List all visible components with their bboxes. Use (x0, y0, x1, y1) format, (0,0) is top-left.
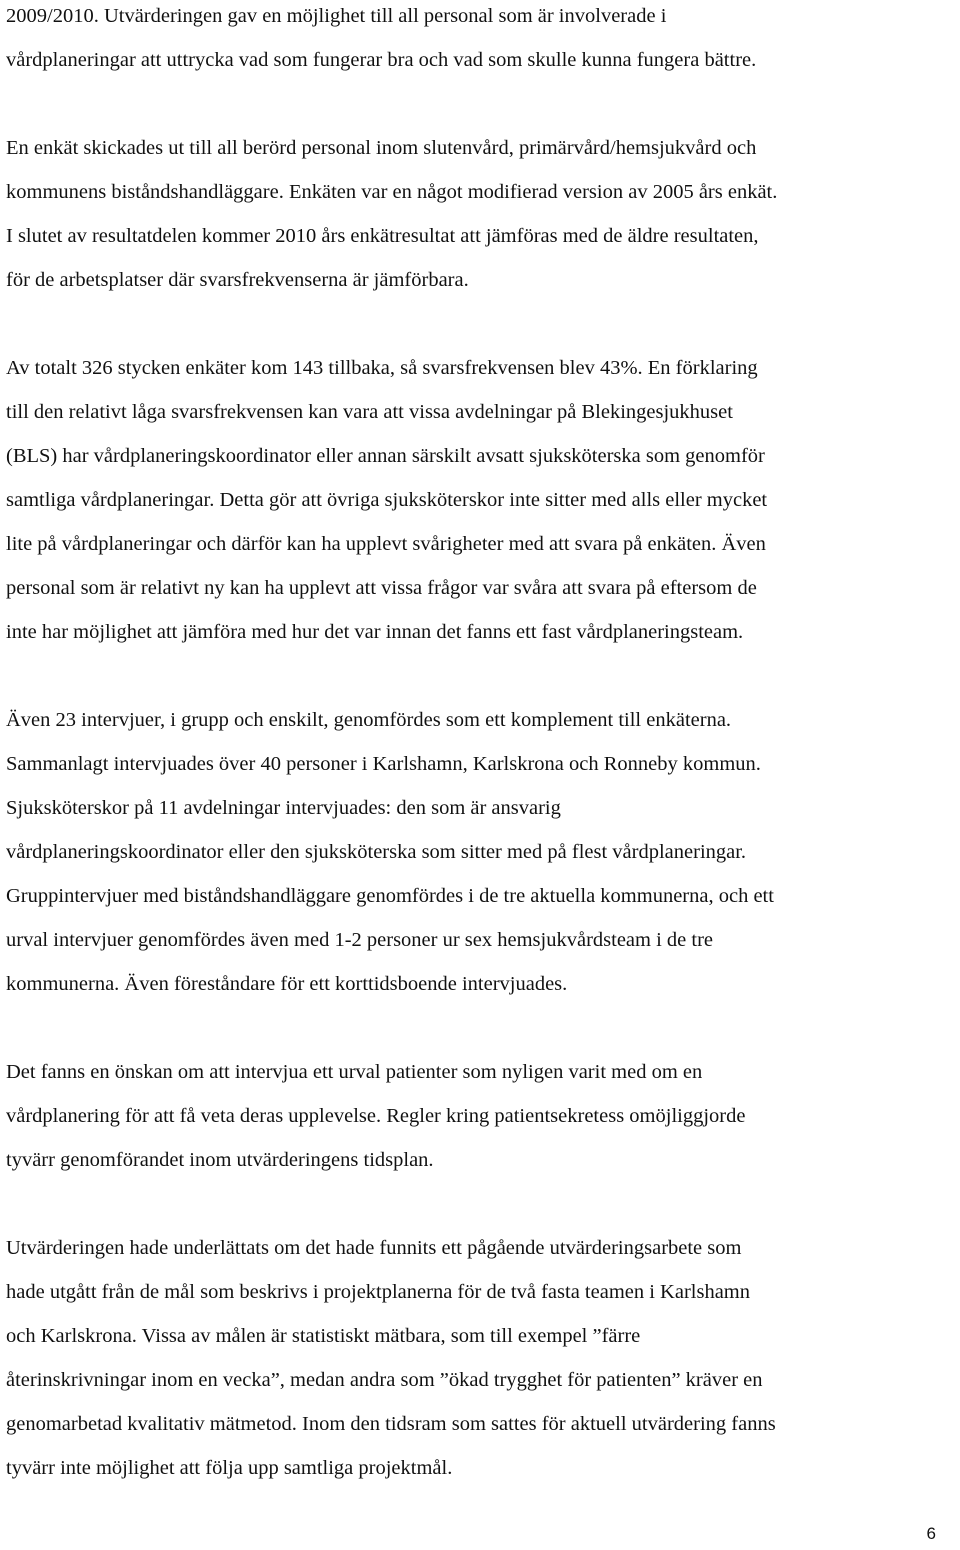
text-line: I slutet av resultatdelen kommer 2010 års enkätresultat att jämföras med de äldre resultaten, (6, 225, 759, 247)
page-number: 6 (926, 1524, 936, 1543)
text-line: kommunerna. Även föreståndare för ett korttidsboende intervjuades. (6, 973, 568, 995)
paragraph (6, 0, 956, 82)
paragraph (6, 698, 956, 1006)
paragraph (6, 1050, 956, 1182)
text-line: Gruppintervjuer med biståndshandläggare genomfördes i de tre aktuella kommunerna, och ett (6, 885, 774, 907)
paragraph (6, 1226, 956, 1490)
text-line: En enkät skickades ut till all berörd personal inom slutenvård, primärvård/hemsjukvård och (6, 137, 757, 159)
text-line: genomarbetad kvalitativ mätmetod. Inom den tidsram som sattes för aktuell utvärdering fanns (6, 1413, 776, 1435)
text-line: till den relativt låga svarsfrekvensen kan vara att vissa avdelningar på Blekingesjukhuset (6, 401, 733, 423)
text-line: inte har möjlighet att jämföra med hur det var innan det fanns ett fast vårdplaneringsteam. (6, 621, 744, 643)
text-line: hade utgått från de mål som beskrivs i projektplanerna för de två fasta teamen i Karlshamn (6, 1281, 751, 1303)
text-line: Sjuksköterskor på 11 avdelningar intervjuades: den som är ansvarig (6, 797, 561, 819)
text-line: för de arbetsplatser där svarsfrekvenserna är jämförbara. (6, 269, 469, 291)
text-line: 2009/2010. Utvärderingen gav en möjlighet till all personal som är involverade i (6, 5, 667, 27)
text-line: kommunens biståndshandläggare. Enkäten var en något modifierad version av 2005 års enkät. (6, 181, 778, 203)
text-line: tyvärr inte möjlighet att följa upp samtliga projektmål. (6, 1457, 453, 1479)
text-line: vårdplaneringskoordinator eller den sjuksköterska som sitter med på flest vårdplaneringar. (6, 841, 747, 863)
text-line: urval intervjuer genomfördes även med 1-2 personer ur sex hemsjukvårdsteam i de tre (6, 929, 714, 951)
text-line: återinskrivningar inom en vecka”, medan andra som ”ökad trygghet för patienten” kräver en (6, 1369, 763, 1391)
paragraph (6, 346, 956, 654)
text-line: och Karlskrona. Vissa av målen är statistiskt mätbara, som till exempel ”färre (6, 1325, 641, 1347)
paragraph (6, 126, 956, 302)
text-line: (BLS) har vårdplaneringskoordinator eller annan särskilt avsatt sjuksköterska som genomför (6, 445, 765, 467)
text-line: Det fanns en önskan om att intervjua ett urval patienter som nyligen varit med om en (6, 1061, 703, 1083)
text-line: personal som är relativt ny kan ha upplevt att vissa frågor var svåra att svara på eftersom de (6, 577, 757, 599)
text-line: vårdplaneringar att uttrycka vad som fungerar bra och vad som skulle kunna fungera bättre. (6, 49, 757, 71)
text-line: Sammanlagt intervjuades över 40 personer i Karlshamn, Karlskrona och Ronneby kommun. (6, 753, 761, 775)
text-line: samtliga vårdplaneringar. Detta gör att övriga sjuksköterskor inte sitter med alls eller mycket (6, 489, 768, 511)
text-line: Även 23 intervjuer, i grupp och enskilt, genomfördes som ett komplement till enkäterna. (6, 709, 732, 731)
text-line: Utvärderingen hade underlättats om det hade funnits ett pågående utvärderingsarbete som (6, 1237, 742, 1259)
text-line: Av totalt 326 stycken enkäter kom 143 tillbaka, så svarsfrekvensen blev 43%. En förklaring (6, 357, 758, 379)
text-line: tyvärr genomförandet inom utvärderingens tidsplan. (6, 1149, 434, 1171)
document-page (6, 0, 956, 1490)
text-line: vårdplanering för att få veta deras upplevelse. Regler kring patientsekretess omöjliggjorde (6, 1105, 746, 1127)
text-line: lite på vårdplaneringar och därför kan ha upplevt svårigheter med att svara på enkäten. Även (6, 533, 766, 555)
